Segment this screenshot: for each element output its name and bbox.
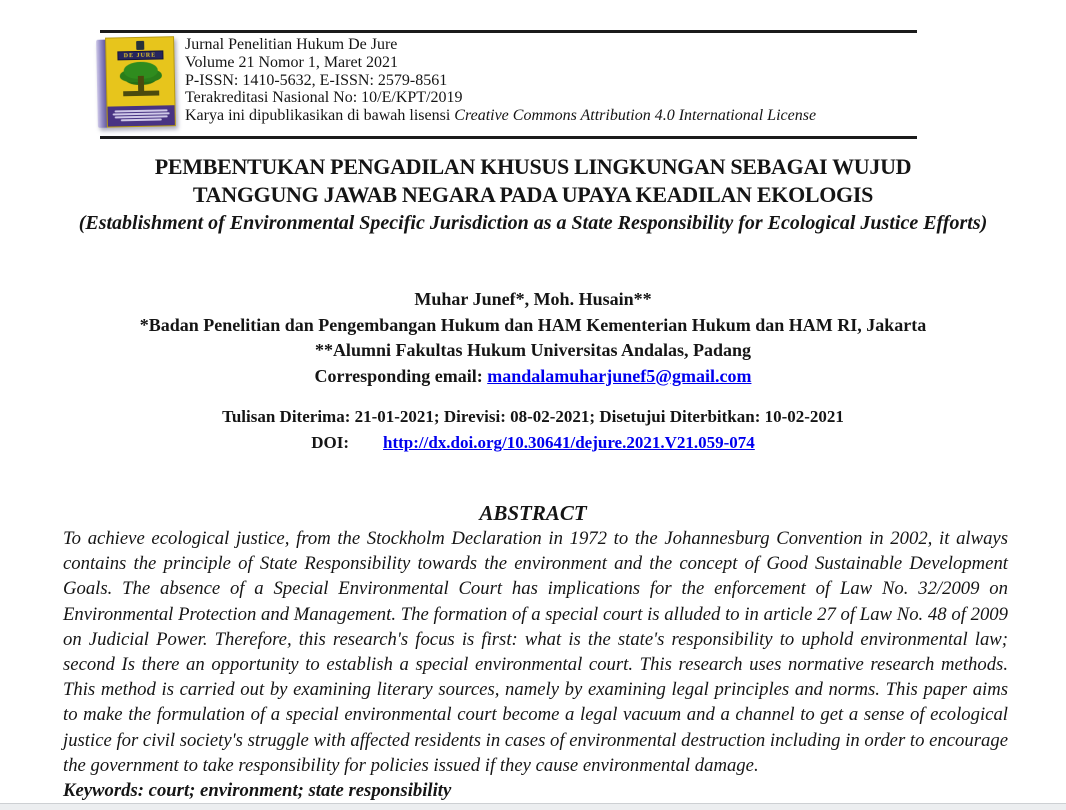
journal-logo-title: DE JURE (117, 50, 163, 60)
article-title-line2: TANGGUNG JAWAB NEGARA PADA UPAYA KEADILAN EKOLOGIS (192, 182, 874, 207)
abstract-text: To achieve ecological justice, from the Stockholm Declaration in 1972 to the Johannesburg Convention in 2002, it always contains the principle of State Responsibility towards the environment and the concept of Good Sustainable Development Goals. The absence of a Special Environmental Court has implications for the enforcement of Law No. 32/2009 on Environmental Protection and Management. The formation of a special court is alluded to in article 27 of Law No. 48 of 2009 on Judicial Power. Therefore, this research's focus is first: what is the state's responsibility to uphold environmental law; second Is there an opportunity to establish a special environmental court. This research uses normative research methods. This method is carried out by examining literary sources, namely by examining legal principles and norms. This paper aims to make the formulation of a special environmental court become a legal vacuum and a channel to get a sense of ecological justice for civil society's struggle with affected residents in cases of environmental destruction including in order to encourage the government to take responsibility for policies issued if they cause environmental damage. (63, 528, 1008, 776)
journal-license: Karya ini dipublikasikan di bawah lisensi Creative Commons Attribution 4.0 International License (185, 107, 817, 125)
article-title-line1: PEMBENTUKAN PENGADILAN KHUSUS LINGKUNGAN SEBAGAI WUJUD (154, 154, 912, 179)
journal-accreditation: Terakreditasi Nasional No: 10/E/KPT/2019 (185, 89, 463, 107)
doi-row (60, 430, 1006, 456)
license-name: Creative Commons Attribution 4.0 International License (454, 107, 817, 125)
header-bottom-rule (100, 136, 917, 139)
dates-block (60, 404, 1006, 456)
article-title-english: (Establishment of Environmental Specific Jurisdiction as a State Responsibility for Ecological Justice Efforts) (78, 212, 988, 234)
page-bottom-strip (0, 803, 1066, 810)
abstract-heading: ABSTRACT (479, 501, 587, 525)
journal-logo-emblem-icon (136, 41, 144, 50)
journal-name: Jurnal Penelitian Hukum De Jure (185, 36, 398, 53)
email-label: Corresponding email: (314, 365, 488, 386)
journal-logo-band (107, 105, 174, 126)
affiliation-2: **Alumni Fakultas Hukum Universitas Andalas, Padang (314, 340, 752, 360)
authors: Muhar Junef*, Moh. Husain** (414, 289, 652, 309)
abstract-keywords: Keywords: court; environment; state responsibility (63, 780, 452, 802)
article-title-block (60, 153, 1006, 236)
corresponding-email-row (60, 364, 1006, 390)
received-revised-published-dates: Tulisan Diterima: 21-01-2021; Direvisi: 08-02-2021; Disetujui Diterbitkan: 10-02-2021 (222, 407, 844, 426)
journal-logo-cover (105, 36, 176, 127)
abstract-block (63, 526, 1008, 803)
doi-label: DOI: (311, 433, 349, 452)
journal-issn: P-ISSN: 1410-5632, E-ISSN: 2579-8561 (185, 71, 448, 89)
journal-logo-book (96, 36, 176, 130)
header-top-rule (100, 30, 917, 33)
journal-logo (97, 37, 175, 129)
authors-block (60, 287, 1006, 389)
affiliation-1: *Badan Penelitian dan Pengembangan Hukum dan HAM Kementerian Hukum dan HAM RI, Jakarta (139, 314, 927, 335)
doi-link[interactable]: http://dx.doi.org/10.30641/dejure.2021.V21.059-074 (382, 433, 755, 452)
journal-header-info (185, 36, 945, 125)
tree-icon (116, 61, 165, 102)
journal-volume: Volume 21 Nomor 1, Maret 2021 (185, 53, 399, 71)
email-link[interactable]: mandalamuharjunef5@gmail.com (487, 365, 752, 386)
